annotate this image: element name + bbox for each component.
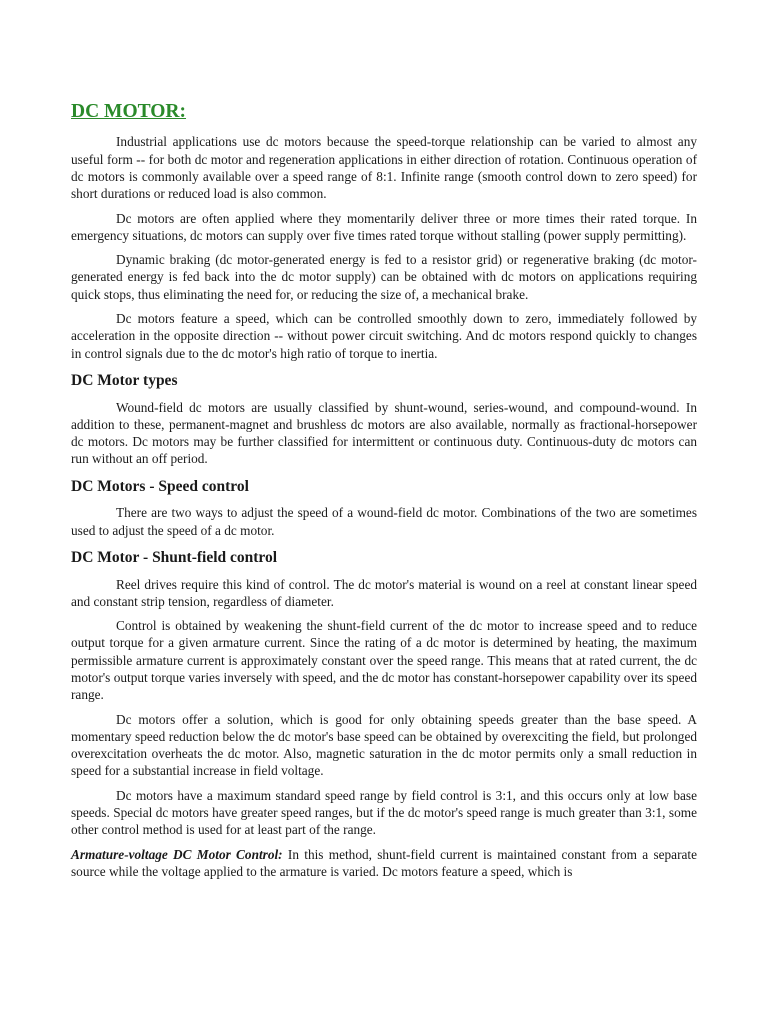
intro-paragraph-1: Industrial applications use dc motors because the speed-torque relationship can be varied to almost any useful form -- for both dc motor and regeneration applications in either direction of rotation. Continuous operation of dc motors is commonly available over a speed range of 8:1. Infinite range (smooth control down to zero speed) for short durations or reduced load is also common. (71, 134, 697, 202)
armature-voltage-lead: Armature-voltage DC Motor Control: (71, 846, 283, 862)
shunt-field-paragraph-1: Reel drives require this kind of control. The dc motor's material is wound on a reel at constant linear speed and constant strip tension, regardless of diameter. (71, 576, 697, 609)
section-heading-speed-control: DC Motors - Speed control (71, 477, 249, 495)
shunt-field-paragraph-2: Control is obtained by weakening the shunt-field current of the dc motor to increase speed and to reduce output torque for a given armature current. Since the rating of a dc motor is determined by heating, the maximum permissible armature current is approximately constant over the speed range. This means that at rated current, the dc motor's output torque varies inversely with speed, and the dc motor has constant-horsepower capability over its speed range. (71, 618, 697, 703)
intro-paragraph-2: Dc motors are often applied where they momentarily deliver three or more times their rated torque. In emergency situations, dc motors can supply over five times rated torque without stalling (power supply permitting). (71, 210, 697, 243)
shunt-field-paragraph-4: Dc motors have a maximum standard speed range by field control is 3:1, and this occurs only at low base speeds. Special dc motors have greater speed ranges, but if the dc motor's speed range is much greater than 3:1, some other control method is used for at least part of the range. (71, 787, 697, 838)
intro-paragraph-3: Dynamic braking (dc motor-generated energy is fed to a resistor grid) or regenerative braking (dc motor-generated energy is fed back into the dc motor supply) can be obtained with dc motors on applications requiring quick stops, thus eliminating the need for, or reducing the size of, a mechanical brake. (71, 252, 697, 302)
armature-voltage-paragraph (71, 846, 697, 881)
speed-control-paragraph-1: There are two ways to adjust the speed of a wound-field dc motor. Combinations of the two are sometimes used to adjust the speed of a dc motor. (71, 505, 697, 538)
armature-voltage-text: In this method, shunt-field current is maintained constant from a separate source while the voltage applied to the armature is varied. Dc motors feature a speed, which is (71, 846, 697, 879)
types-paragraph-1: Wound-field dc motors are usually classified by shunt-wound, series-wound, and compound-wound. In addition to these, permanent-magnet and brushless dc motors are also available, normally as fractional-horsepower dc motors. Dc motors may be further classified for intermittent or continuous duty. Continuous-duty dc motors can run without an off period. (71, 399, 697, 467)
section-heading-shunt-field: DC Motor - Shunt-field control (71, 548, 278, 566)
document-title: DC MOTOR: (71, 101, 187, 122)
intro-paragraph-4: Dc motors feature a speed, which can be controlled smoothly down to zero, immediately followed by acceleration in the opposite direction -- without power circuit switching. And dc motors respond quickly to changes in control signals due to the dc motor's high ratio of torque to inertia. (71, 311, 697, 361)
section-heading-types: DC Motor types (71, 371, 178, 389)
shunt-field-paragraph-3: Dc motors offer a solution, which is good for only obtaining speeds greater than the base speed. A momentary speed reduction below the dc motor's base speed can be obtained by overexciting the field, but prolonged overexcitation overheats the dc motor. Also, magnetic saturation in the dc motor permits only a small reduction in speed for a substantial increase in field voltage. (71, 711, 697, 779)
